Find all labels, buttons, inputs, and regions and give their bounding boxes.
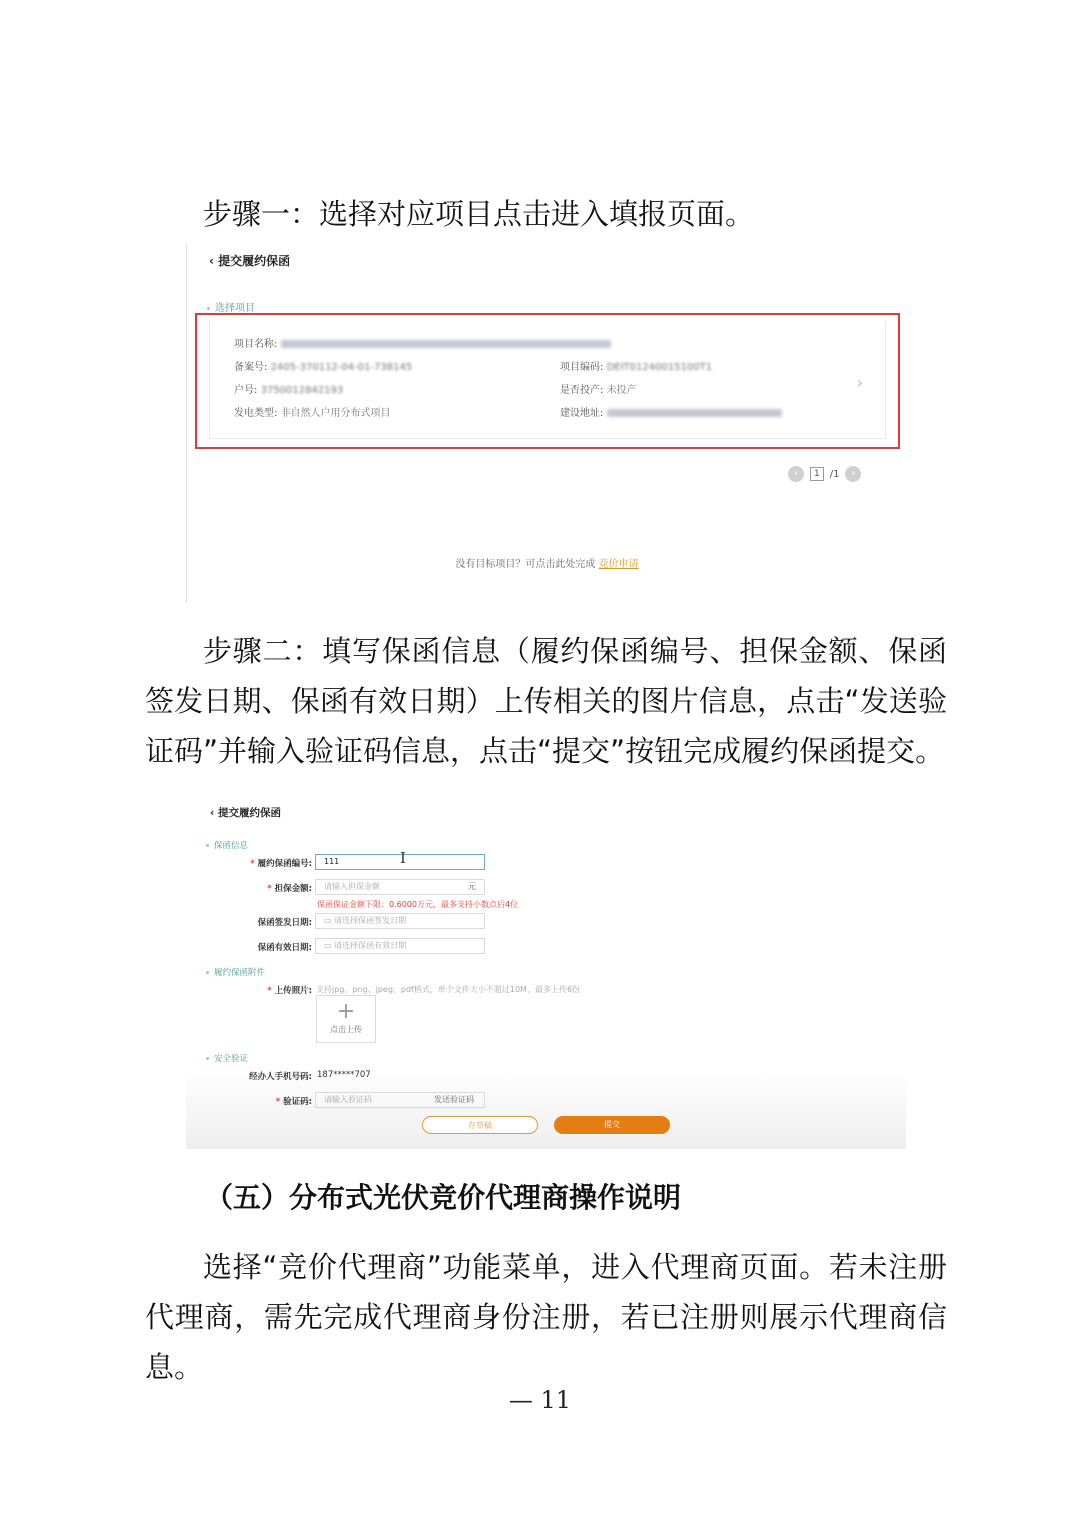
amount-input[interactable]: 请输入担保金额 元 [315, 879, 485, 895]
issue-date-label: 保函签发日期: [257, 918, 312, 928]
send-code-button[interactable]: 发送验证码 [434, 1095, 474, 1104]
section-select-project: 选择项目 [207, 299, 255, 314]
screenshot-select-project [186, 243, 907, 603]
amount-label: * 担保金额: [267, 884, 312, 894]
guarantee-no-input[interactable]: 111 [315, 854, 485, 870]
address-redacted [607, 409, 782, 417]
chevron-left-icon: ‹ [209, 254, 214, 268]
valid-date-label: 保函有效日期: [257, 943, 312, 953]
project-card[interactable] [195, 313, 900, 449]
step1-paragraph: 步骤一：选择对应项目点击进入填报页面。 [203, 197, 755, 231]
section-guarantee-info: 保函信息 [206, 839, 248, 851]
total-pages: /1 [829, 468, 840, 480]
phone-label: 经办人手机号码: [249, 1072, 312, 1082]
address-field: 建设地址: [560, 404, 782, 419]
back-title[interactable]: ‹ 提交履约保函 [210, 807, 281, 819]
project-card-inner [209, 321, 886, 439]
amount-unit: 元 [468, 882, 476, 891]
phone-value: 187*****707 [317, 1070, 371, 1080]
screenshot-guarantee-form [186, 787, 906, 1149]
pagination [788, 465, 861, 483]
account-no-field: 户号: 3750012842193 [234, 385, 344, 396]
plus-icon: + [336, 999, 356, 1024]
valid-date-input[interactable]: ▭ 请选择保函有效日期 [315, 938, 485, 954]
next-page-icon[interactable]: › [845, 466, 861, 482]
section-heading: （五）分布式光伏竞价代理商操作说明 [205, 1181, 682, 1214]
calendar-icon: ▭ [324, 916, 335, 925]
bid-apply-link[interactable]: 竞价申请 [598, 559, 639, 570]
current-page[interactable]: 1 [810, 467, 824, 481]
calendar-icon: ▭ [324, 941, 335, 950]
back-title[interactable]: ‹ 提交履约保函 [209, 254, 291, 268]
page-number: — 11 [508, 1386, 572, 1414]
step2-paragraph: 步骤二：填写保函信息（履约保函编号、担保金额、保函签发日期、保函有效日期）上传相关的图片信息，点击“发送验证码”并输入验证码信息，点击“提交”按钮完成履约保函提交。 [145, 634, 947, 768]
section-security: 安全验证 [206, 1052, 248, 1064]
save-draft-button[interactable]: 存草稿 [422, 1116, 538, 1134]
upload-button[interactable]: + 点击上传 [316, 995, 376, 1043]
upload-hint: 支持jpg、png、jpeg、pdf格式，单个文件大小不超过10M，最多上传6份 [316, 985, 581, 994]
text-cursor-icon: I [400, 849, 406, 867]
issue-date-input[interactable]: ▭ 请选择保函签发日期 [315, 913, 485, 929]
section-attachments: 履约保函附件 [206, 966, 265, 978]
project-code-field: 项目编码: DEIT01240015100T1 [560, 362, 713, 373]
amount-hint: 保函保证金额下限：0.6000万元，最多支持小数点后4位 [317, 900, 519, 909]
prev-page-icon[interactable]: ‹ [788, 466, 804, 482]
upload-label: * 上传照片: [267, 986, 312, 996]
verify-code-input[interactable]: 请输入验证码 发送验证码 [315, 1092, 485, 1108]
agent-paragraph: 选择“竞价代理商”功能菜单，进入代理商页面。若未注册代理商，需先完成代理商身份注册，若已注册则展示代理商信息。 [145, 1250, 947, 1384]
generation-type-field: 发电类型: 非自然人户用分布式项目 [234, 408, 391, 419]
verify-code-label: * 验证码: [275, 1097, 312, 1107]
record-no-field: 备案号: 2405-370112-04-01-738145 [234, 362, 413, 373]
no-target-hint: 没有目标项目？可点击此处完成 竞价申请 [455, 559, 639, 570]
guarantee-no-label: * 履约保函编号: [250, 859, 312, 869]
operating-status-field: 是否投产: 未投产 [560, 385, 637, 396]
chevron-right-icon[interactable]: › [856, 373, 863, 392]
chevron-left-icon: ‹ [210, 807, 215, 819]
project-name-redacted [281, 340, 611, 348]
project-name-field: 项目名称: [234, 335, 611, 350]
submit-button[interactable]: 提交 [554, 1116, 670, 1134]
